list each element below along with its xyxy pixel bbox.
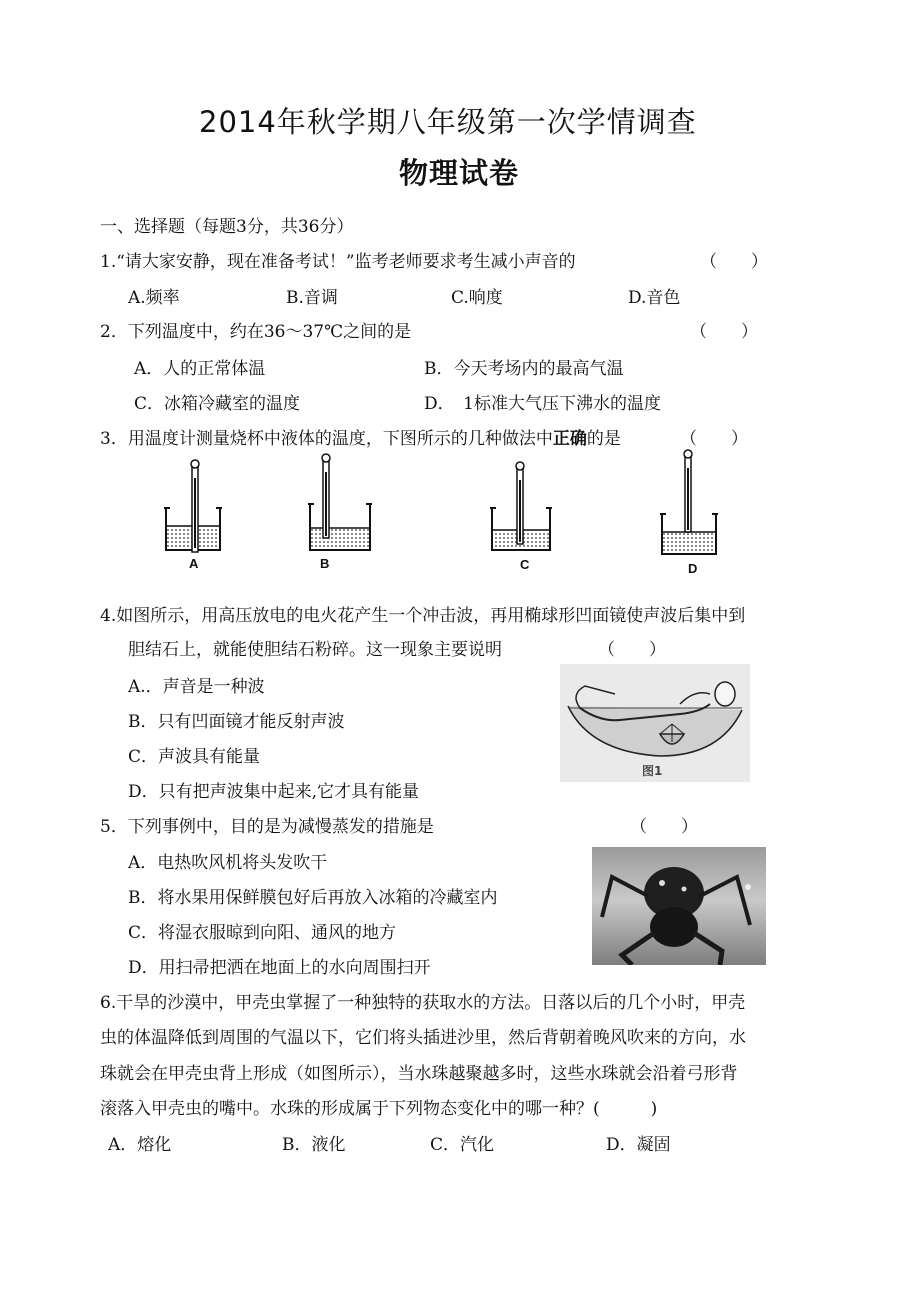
q2-option-a: A．人的正常体温: [134, 359, 266, 379]
q3-label-b: B: [320, 556, 330, 571]
q2-option-b: B．今天考场内的最高气温: [424, 359, 624, 379]
q5-option-b: B．将水果用保鲜膜包好后再放入冰箱的冷藏室内: [128, 888, 498, 908]
q4-figure-caption: 图1: [642, 764, 663, 778]
q5-option-c: C．将湿衣服晾到向阳、通风的地方: [128, 923, 397, 943]
q4-stem-line2: 胆结石上，就能使胆结石粉碎。这一现象主要说明: [128, 640, 502, 660]
q6-line2: 虫的体温降低到周围的气温以下，它们将头插进沙里，然后背朝着晚风吹来的方向，水: [100, 1028, 746, 1048]
beaker-d: [660, 450, 718, 554]
q5-stem: 5．下列事例中，目的是为减慢蒸发的措施是: [100, 817, 434, 837]
q6-line3: 珠就会在甲壳虫背上形成（如图所示），当水珠越聚越多时，这些水珠就会沿着弓形背: [100, 1064, 738, 1084]
q6-option-c: C．汽化: [430, 1135, 495, 1155]
q1-option-d: D.音色: [628, 288, 681, 308]
q4-option-c: C．声波具有能量: [128, 747, 261, 767]
q3-label-c: C: [520, 557, 530, 572]
q3-label-d: D: [688, 561, 698, 576]
q2-option-d: D． 1标准大气压下沸水的温度: [424, 394, 661, 414]
q6-option-a: A．熔化: [108, 1135, 172, 1155]
q1-option-a: A.频率: [128, 288, 180, 308]
q1-option-c: C.响度: [451, 288, 503, 308]
q3-label-a: A: [189, 556, 199, 571]
q4-stem-line1: 4.如图所示，用高压放电的电火花产生一个冲击波，再用椭球形凹面镜使声波后集中到: [100, 606, 746, 626]
q1-stem: 1.“请大家安静，现在准备考试！”监考老师要求考生减小声音的: [100, 252, 576, 272]
q3-stem-end: 的是: [586, 429, 621, 449]
beaker-a: [164, 460, 222, 552]
q2-answer-paren: （ ）: [690, 322, 758, 342]
q6-line4: 滚落入甲壳虫的嘴中。水珠的形成属于下列物态变化中的哪一种？( ): [100, 1099, 658, 1119]
section-heading: 一、选择题（每题3分，共36分）: [100, 217, 354, 237]
q4-option-b: B．只有凹面镜才能反射声波: [128, 712, 345, 732]
beaker-b: [308, 454, 372, 550]
q5-option-a: A．电热吹风机将头发吹干: [128, 853, 328, 873]
q2-stem: 2．下列温度中，约在36～37℃之间的是: [100, 322, 412, 342]
q4-lithotripsy-figure: [560, 664, 750, 782]
beaker-c: [490, 462, 552, 550]
q4-option-a: A.．声音是一种波: [128, 677, 265, 697]
beetle-photo: [592, 847, 766, 965]
q1-option-b: B.音调: [286, 288, 338, 308]
q3-stem: [100, 424, 621, 449]
q6-option-d: D．凝固: [606, 1135, 671, 1155]
q6-option-b: B．液化: [282, 1135, 346, 1155]
q3-answer-paren: （ ）: [680, 429, 748, 449]
q6-line1: 6.干旱的沙漠中，甲壳虫掌握了一种独特的获取水的方法。日落以后的几个小时，甲壳: [100, 993, 746, 1013]
q3-stem-bold: 正确: [552, 429, 587, 449]
q5-option-d: D．用扫帚把洒在地面上的水向周围扫开: [128, 958, 431, 978]
q4-option-d: D．只有把声波集中起来,它才具有能量: [128, 782, 420, 802]
q3-thermometer-figure: [150, 448, 750, 578]
q3-stem-text: 3．用温度计测量烧杯中液体的温度，下图所示的几种做法中: [100, 429, 553, 449]
exam-subtitle: 物理试卷: [399, 156, 520, 190]
q4-answer-paren: （ ）: [598, 640, 666, 660]
q1-answer-paren: （ ）: [700, 252, 768, 272]
q2-option-c: C．冰箱冷藏室的温度: [134, 394, 301, 414]
q5-answer-paren: （ ）: [630, 817, 698, 837]
exam-title: 2014年秋学期八年级第一次学情调查: [199, 105, 697, 139]
